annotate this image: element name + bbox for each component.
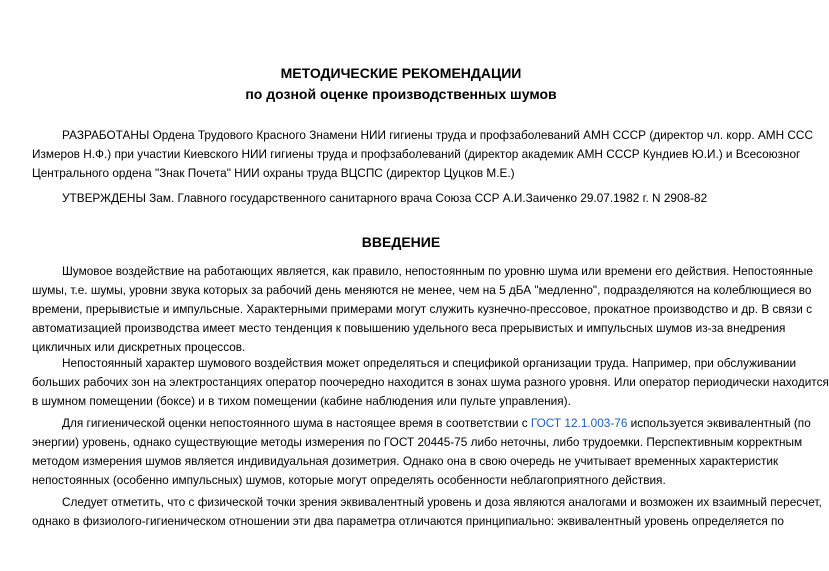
document-subtitle: по дозной оценке производственных шумов — [245, 86, 557, 102]
approved-paragraph — [32, 189, 770, 208]
paragraph-line: Непостоянный характер шумового воздействия может определяться и спецификой организации труда. Например, при обслуживании — [62, 356, 797, 370]
document-title: МЕТОДИЧЕСКИЕ РЕКОМЕНДАЦИИ — [280, 65, 522, 81]
paragraph-line — [32, 414, 811, 433]
paragraph-text: Для гигиенической оценки непостоянного шума в настоящее время в соответствии с — [62, 416, 531, 430]
gost-link[interactable]: ГОСТ 12.1.003-76 — [530, 416, 628, 430]
developed-paragraph — [32, 126, 813, 183]
paragraph-line: в шумном помещении (боксе) и в тихом помещении (кабине наблюдения или пульте управления). — [32, 394, 571, 408]
paragraph-line: времени, прерывистые и импульсные. Характерными примерами могут служить кузнечно-прессовое, прокатное производство и др. В связи с — [32, 302, 813, 316]
developed-line-1: РАЗРАБОТАНЫ Ордена Трудового Красного Знамени НИИ гигиены труда и профзаболеваний АМН СССР (директор чл. корр. АМН ССС — [62, 128, 813, 142]
document-page — [32, 0, 829, 571]
intro-heading: ВВЕДЕНИЕ — [361, 234, 441, 250]
paragraph-line: цикличных или дискретных процессов. — [32, 340, 246, 354]
paragraph-line: автоматизацией производства имеет место тенденция к повышению удельного веса прерывистых и импульсных шумов из-за внедрения — [32, 321, 786, 335]
developed-line-2: Измеров Н.Ф.) при участии Киевского НИИ гигиены труда и профзаболеваний (директор академик АМН СССР Кундиев Ю.И.) и Всесоюзног — [32, 147, 801, 161]
intro-paragraph-3 — [32, 414, 811, 490]
approved-line: УТВЕРЖДЕНЫ Зам. Главного государственного санитарного врача Союза ССР А.И.Заиченко 29.07.1982 г. N 2908-82 — [62, 191, 708, 205]
intro-paragraph-1 — [32, 262, 813, 357]
paragraph-line: больших рабочих зон на электростанциях оператор поочередно находится в зонах шума разного уровня. Или оператор периодически находится — [32, 375, 829, 389]
paragraph-text: используется эквивалентный (по — [627, 416, 811, 430]
paragraph-line: Следует отметить, что с физической точки зрения эквивалентный уровень и доза являются аналогами и возможен их взаимный пересчет, — [62, 495, 822, 509]
paragraph-line: непостоянных (особенно импульсных) шумов, которые могут определять особенности неблагоприятного действия. — [32, 473, 666, 487]
intro-paragraph-2 — [32, 354, 829, 411]
paragraph-line: шумы, т.е. шумы, уровни звука которых за рабочий день меняются не менее, чем на 5 дБА "медленно", подразделяются на колеблющиеся во — [32, 283, 812, 297]
paragraph-line: Шумовое воздействие на работающих является, как правило, непостоянным по уровню шума или времени его действия. Непостоянные — [62, 264, 813, 278]
developed-line-3: Центрального ордена "Знак Почета" НИИ охраны труда ВЦСПС (директор Цуцков М.Е.) — [32, 166, 515, 180]
intro-paragraph-4 — [32, 493, 822, 531]
paragraph-line: однако в физиолого-гигиеническом отношении эти два параметра отличаются принципиально: эквивалентный уровень определяется по — [32, 514, 784, 528]
paragraph-line: методом измерения шумов является индивидуальная дозиметрия. Однако она в свою очередь не учитывает временных характеристик — [32, 454, 779, 468]
paragraph-line: энергии) уровень, однако существующие методы измерения по ГОСТ 20445-75 либо неточны, либо трудоемки. Перспективным корректным — [32, 435, 803, 449]
